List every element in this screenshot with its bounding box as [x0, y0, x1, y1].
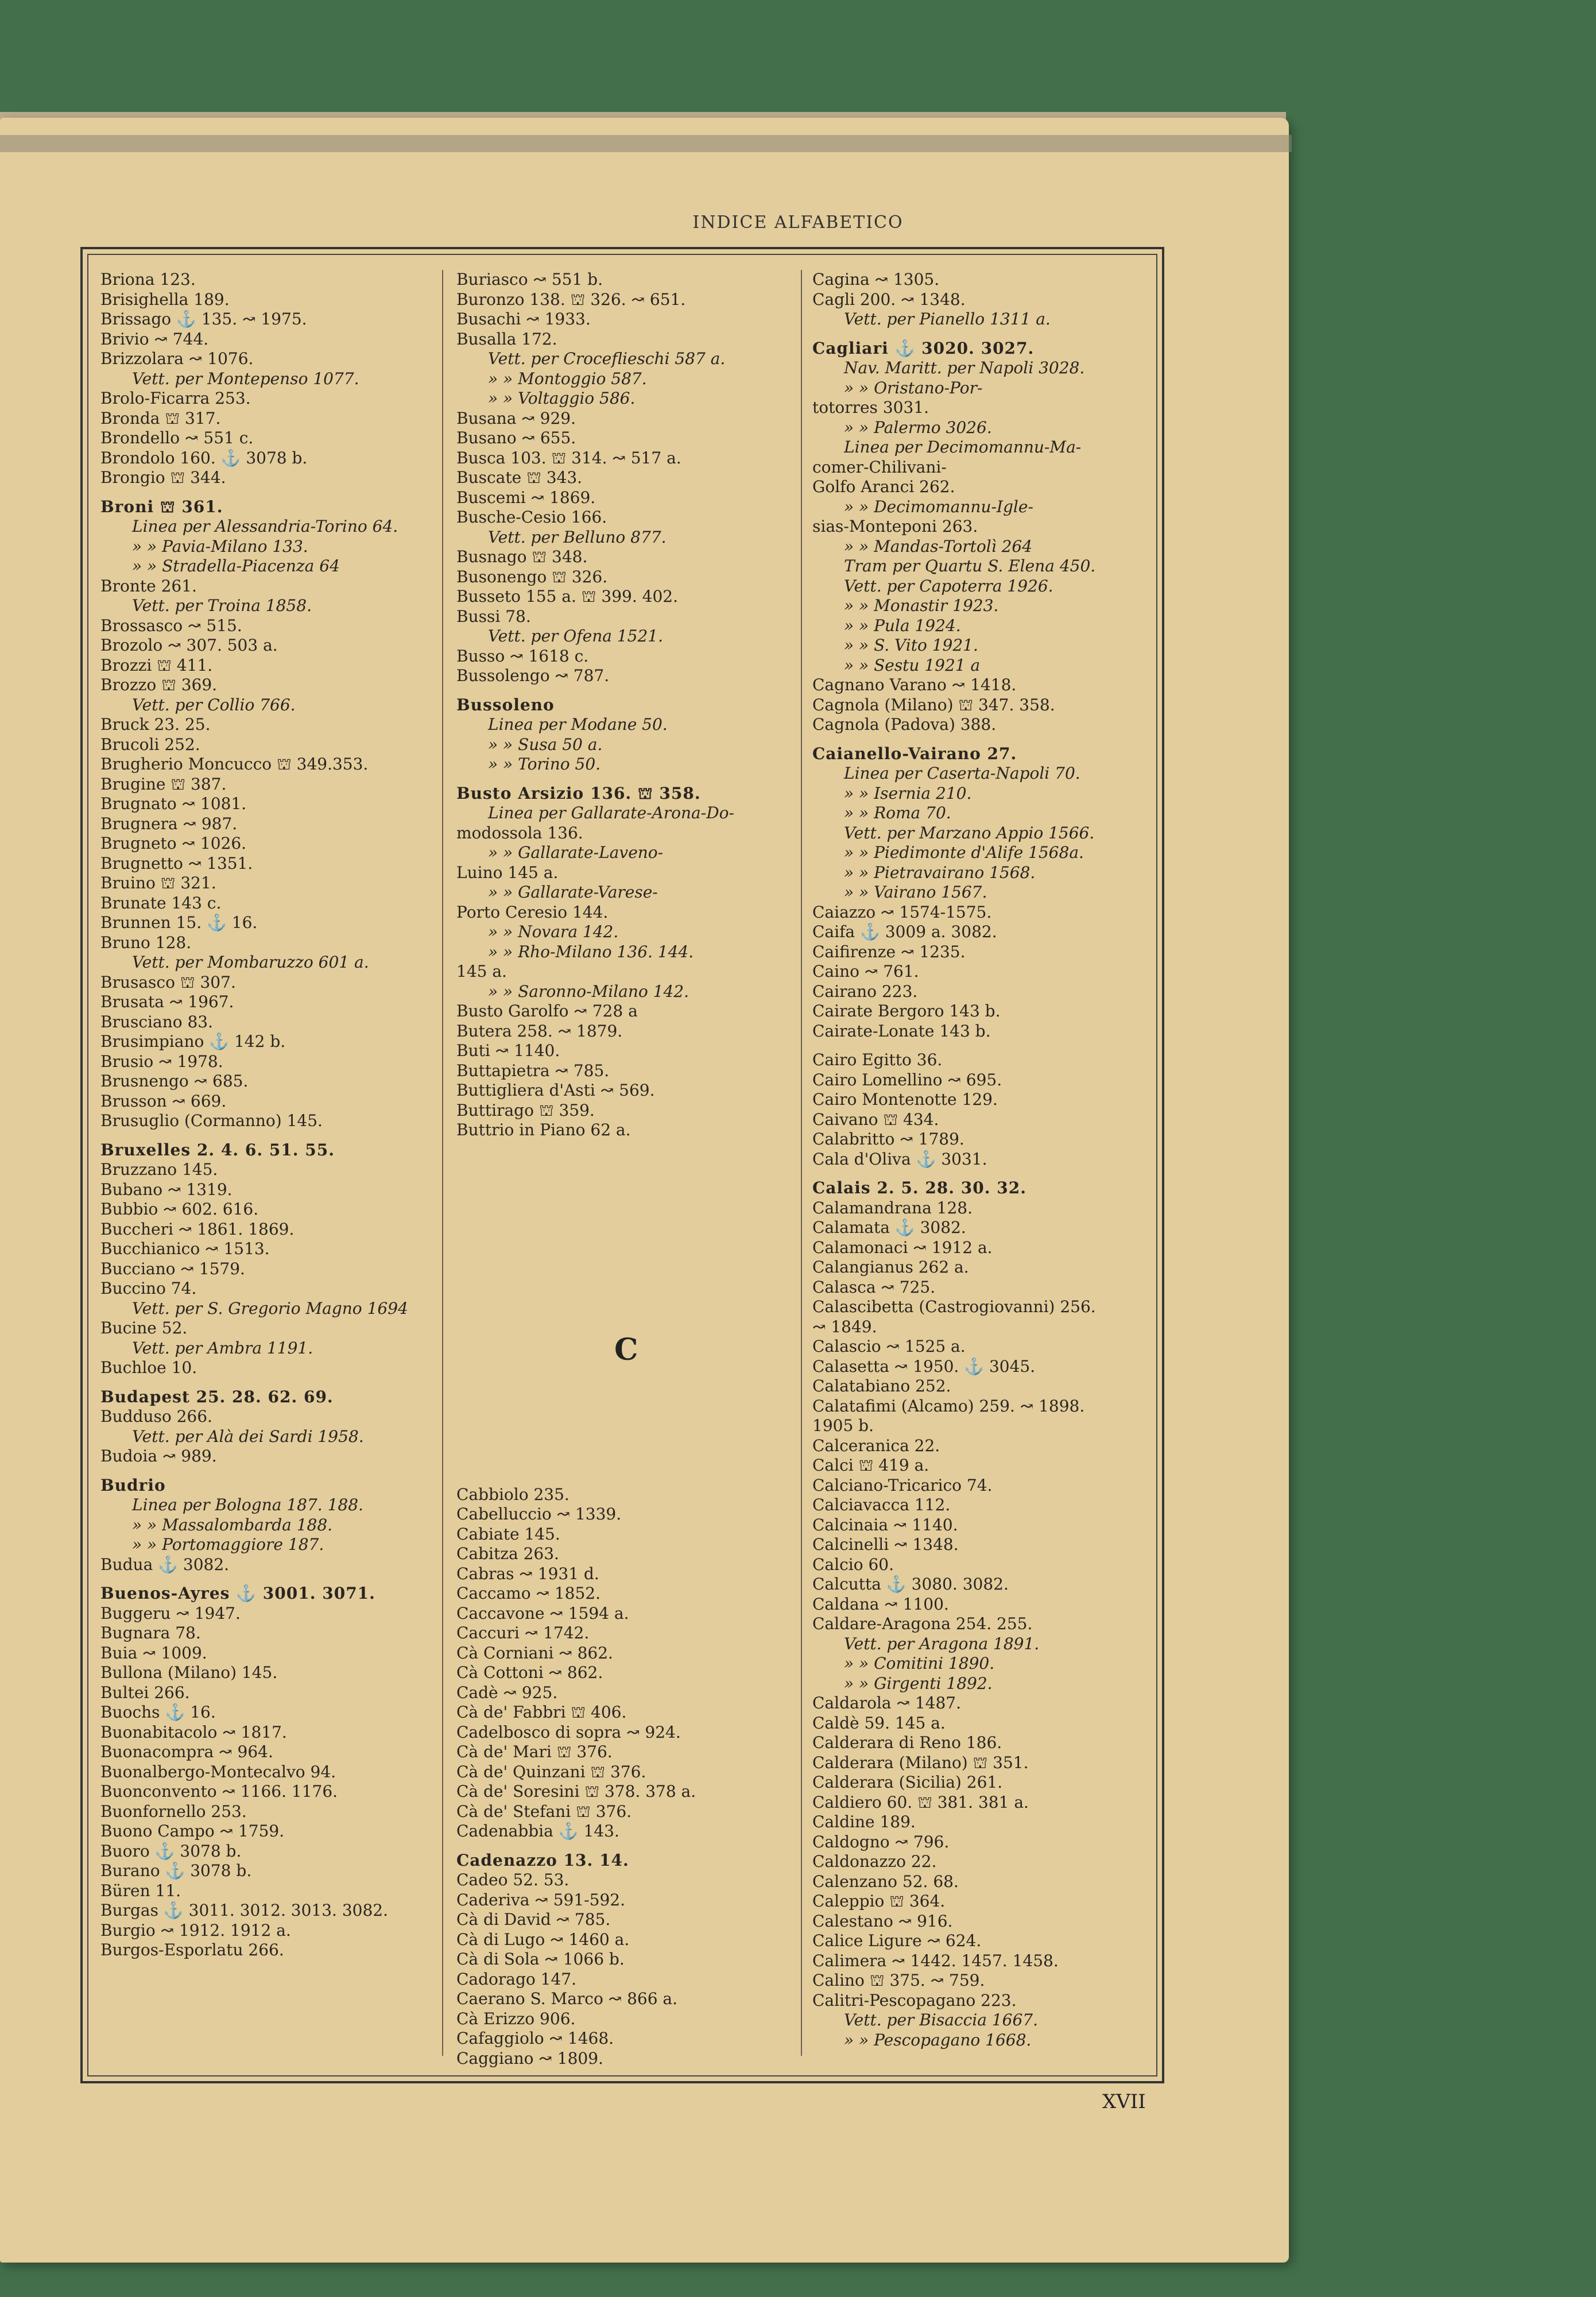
- index-entry: Caccamo ↝ 1852.: [456, 1584, 601, 1603]
- index-entry: Brongio ⛫ 344.: [100, 468, 226, 487]
- index-entry: comer-Chilivani-: [812, 457, 947, 477]
- index-entry: Brissago ⚓ 135. ↝ 1975.: [100, 310, 307, 328]
- index-entry: Brozzo ⛫ 369.: [100, 675, 218, 694]
- index-entry: Calangianus 262 a.: [812, 1258, 969, 1277]
- index-entry: Brusasco ⛫ 307.: [100, 972, 236, 992]
- index-entry: Brucoli 252.: [100, 734, 200, 754]
- index-entry: Brolo-Ficarra 253.: [100, 389, 251, 408]
- index-entry: » » Vairano 1567.: [844, 883, 987, 902]
- index-entry: Bucine 52.: [100, 1318, 188, 1337]
- index-entry: Busnago ⛫ 348.: [456, 547, 588, 566]
- index-entry: Cadeo 52. 53.: [456, 1870, 570, 1889]
- index-entry: Cairo Egitto 36.: [812, 1050, 943, 1069]
- index-entry: Buonconvento ↝ 1166. 1176.: [100, 1782, 338, 1801]
- index-entry: Buscate ⛫ 343.: [456, 468, 583, 487]
- index-entry: Bussoleno: [456, 695, 555, 714]
- index-entry: Buttrio in Piano 62 a.: [456, 1120, 631, 1139]
- index-entry: Calciavacca 112.: [812, 1495, 951, 1514]
- index-entry: [812, 330, 1157, 339]
- index-entry: Bullona (Milano) 145.: [100, 1663, 278, 1682]
- index-entry: Calceranica 22.: [812, 1436, 940, 1455]
- index-entry: Vett. per Croceflieschi 587 a.: [488, 349, 726, 368]
- index-entry: Calcutta ⚓ 3080. 3082.: [812, 1575, 1009, 1594]
- index-entry: totorres 3031.: [812, 398, 929, 417]
- index-entry: Cadorago 147.: [456, 1969, 577, 1989]
- index-entry: Buchloe 10.: [100, 1358, 197, 1377]
- index-entry: Buttirago ⛫ 359.: [456, 1100, 595, 1120]
- index-entry: [100, 1575, 445, 1584]
- index-entry: Cabbiolo 235.: [456, 1484, 570, 1504]
- index-entry: Vett. per Collio 766.: [132, 695, 296, 714]
- index-entry: Vett. per Aragona 1891.: [844, 1634, 1040, 1653]
- index-entry: » » Susa 50 a.: [488, 734, 603, 754]
- page-edge-fold: [0, 135, 1292, 152]
- index-entry: Calasetta ↝ 1950. ⚓ 3045.: [812, 1356, 1036, 1376]
- index-entry: Linea per Bologna 187. 188.: [132, 1495, 363, 1514]
- index-entry: Cadelbosco di sopra ↝ 924.: [456, 1722, 681, 1742]
- index-entry: Vett. per Bisaccia 1667.: [844, 2010, 1038, 2029]
- index-entry: » » Piedimonte d'Alife 1568a.: [844, 843, 1084, 862]
- index-column-2: [456, 270, 801, 2068]
- index-entry: Caleppio ⛫ 364.: [812, 1892, 946, 1911]
- index-entry: Buccino 74.: [100, 1279, 197, 1298]
- index-entry: Cabras ↝ 1931 d.: [456, 1564, 599, 1583]
- index-entry: » » Voltaggio 586.: [488, 389, 636, 408]
- index-entry: » » Isernia 210.: [844, 783, 972, 803]
- index-entry: Bruck 23. 25.: [100, 715, 211, 734]
- index-entry: Cairo Montenotte 129.: [812, 1090, 998, 1109]
- index-entry: Bruino ⛫ 321.: [100, 873, 216, 892]
- index-entry: Caderiva ↝ 591-592.: [456, 1890, 625, 1909]
- index-entry: sias-Monteponi 263.: [812, 517, 978, 536]
- index-entry: ↝ 1849.: [812, 1317, 877, 1336]
- index-entry: Caino ↝ 761.: [812, 962, 919, 981]
- index-entry: Caerano S. Marco ↝ 866 a.: [456, 1989, 678, 2008]
- index-entry: Brugine ⛫ 387.: [100, 774, 227, 794]
- index-entry: Burgio ↝ 1912. 1912 a.: [100, 1920, 291, 1940]
- index-entry: Caivano ⛫ 434.: [812, 1109, 939, 1129]
- index-entry: Calice Ligure ↝ 624.: [812, 1931, 982, 1950]
- index-entry: Brusimpiano ⚓ 142 b.: [100, 1032, 286, 1051]
- index-entry: Busche-Cesio 166.: [456, 508, 607, 527]
- index-entry: Calciano-Tricarico 74.: [812, 1475, 993, 1495]
- index-entry: Buttapietra ↝ 785.: [456, 1061, 610, 1080]
- index-entry: Brondolo 160. ⚓ 3078 b.: [100, 448, 308, 467]
- column-divider: [801, 270, 802, 2056]
- index-entry: » » Mandas-Tortolì 264: [844, 536, 1033, 556]
- index-entry: Cà Corniani ↝ 862.: [456, 1643, 613, 1662]
- index-entry: [100, 1131, 445, 1140]
- index-entry: Caggiano ↝ 1809.: [456, 2048, 603, 2068]
- index-entry: Brusio ↝ 1978.: [100, 1051, 223, 1071]
- index-entry: Linea per Gallarate-Arona-Do-: [488, 803, 734, 822]
- index-entry: Brugherio Moncucco ⛫ 349.353.: [100, 755, 369, 774]
- index-entry: Vett. per Belluno 877.: [488, 527, 667, 547]
- index-entry: Caldine 189.: [812, 1812, 916, 1831]
- index-entry: Vett. per Capoterra 1926.: [844, 576, 1053, 595]
- index-entry: Cagliari ⚓ 3020. 3027.: [812, 338, 1035, 358]
- index-entry: » » Saronno-Milano 142.: [488, 981, 689, 1001]
- index-entry: Buonabitacolo ↝ 1817.: [100, 1722, 287, 1742]
- index-entry: [100, 1378, 445, 1387]
- index-entry: Brivio ↝ 744.: [100, 329, 209, 349]
- index-entry: Budoia ↝ 989.: [100, 1447, 217, 1465]
- index-entry: » » Portomaggiore 187.: [132, 1535, 324, 1554]
- index-entry: Calasca ↝ 725.: [812, 1277, 936, 1297]
- index-entry: Calderara (Sicilia) 261.: [812, 1773, 1003, 1792]
- index-entry: Busto Arsizio 136. ⛫ 358.: [456, 783, 701, 803]
- index-entry: Busto Garolfo ↝ 728 a: [456, 1001, 638, 1020]
- index-entry: Calcinaia ↝ 1140.: [812, 1515, 958, 1534]
- index-entry: modossola 136.: [456, 823, 583, 842]
- index-entry: Vett. per Ofena 1521.: [488, 627, 663, 645]
- index-entry: » » Pietravairano 1568.: [844, 863, 1036, 882]
- index-entry: » » Pula 1924.: [844, 616, 961, 635]
- index-entry: » » Rho-Milano 136. 144.: [488, 942, 694, 961]
- index-entry: Buccheri ↝ 1861. 1869.: [100, 1219, 295, 1239]
- index-entry: Calimera ↝ 1442. 1457. 1458.: [812, 1951, 1059, 1970]
- index-entry: Calitri-Pescopagano 223.: [812, 1990, 1017, 2010]
- index-column-1: [100, 270, 445, 1960]
- index-entry: Buronzo 138. ⛫ 326. ↝ 651.: [456, 289, 686, 309]
- index-entry: » » Decimomannu-Igle-: [844, 497, 1033, 516]
- section-letter: C: [614, 1332, 638, 1367]
- index-entry: Busca 103. ⛫ 314. ↝ 517 a.: [456, 448, 681, 467]
- index-entry: Bronda ⛫ 317.: [100, 408, 221, 428]
- index-entry: » » Massalombarda 188.: [132, 1515, 333, 1534]
- index-entry: Bussi 78.: [456, 606, 531, 626]
- index-entry: » » Pescopagano 1668.: [844, 2030, 1032, 2049]
- index-entry: Nav. Maritt. per Napoli 3028.: [844, 358, 1085, 377]
- index-entry: Bucciano ↝ 1579.: [100, 1259, 245, 1278]
- index-entry: Busana ↝ 929.: [456, 408, 576, 428]
- index-entry: Busonengo ⛫ 326.: [456, 567, 608, 586]
- index-entry: Budduso 266.: [100, 1407, 212, 1426]
- index-entry: Brusciano 83.: [100, 1012, 214, 1031]
- index-entry: Briona 123.: [100, 270, 196, 289]
- index-entry: Cà di Lugo ↝ 1460 a.: [456, 1929, 630, 1949]
- index-entry: Cabelluccio ↝ 1339.: [456, 1505, 622, 1523]
- index-entry: Brusata ↝ 1967.: [100, 992, 234, 1011]
- index-entry: Brunnen 15. ⚓ 16.: [100, 913, 258, 932]
- index-entry: Burgos-Esporlatu 266.: [100, 1940, 284, 1959]
- index-entry: Vett. per Marzano Appio 1566.: [844, 823, 1095, 842]
- index-entry: Bugnara 78.: [100, 1623, 201, 1642]
- index-entry: Vett. per Mombaruzzo 601 a.: [132, 953, 369, 972]
- index-entry: Calamandrana 128.: [812, 1198, 973, 1217]
- index-entry: Calino ⛫ 375. ↝ 759.: [812, 1971, 985, 1990]
- index-entry: Busano ↝ 655.: [456, 428, 576, 447]
- index-entry: Butera 258. ↝ 1879.: [456, 1021, 623, 1041]
- index-entry: Burano ⚓ 3078 b.: [100, 1861, 252, 1880]
- page-title: INDICE ALFABETICO: [692, 212, 904, 233]
- index-entry: Calascio ↝ 1525 a.: [812, 1337, 966, 1356]
- index-entry: Calenzano 52. 68.: [812, 1871, 959, 1891]
- index-entry: Vett. per Pianello 1311 a.: [844, 310, 1051, 328]
- index-entry: Brozzi ⛫ 411.: [100, 655, 213, 675]
- index-entry: Brozolo ↝ 307. 503 a.: [100, 636, 278, 655]
- index-entry: Caifirenze ↝ 1235.: [812, 942, 966, 961]
- index-entry: Caccavone ↝ 1594 a.: [456, 1603, 629, 1623]
- index-entry: Cà de' Soresini ⛫ 378. 378 a.: [456, 1782, 696, 1801]
- index-entry: Buggeru ↝ 1947.: [100, 1603, 241, 1623]
- index-entry: Brisighella 189.: [100, 289, 230, 309]
- index-entry: Brizzolara ↝ 1076.: [100, 349, 254, 368]
- index-entry: Cà de' Fabbri ⛫ 406.: [456, 1703, 627, 1722]
- index-entry: Caldana ↝ 1100.: [812, 1594, 949, 1614]
- index-entry: Vett. per Montepenso 1077.: [132, 369, 359, 388]
- index-entry: Vett. per Alà dei Sardi 1958.: [132, 1426, 364, 1446]
- index-entry: Buochs ⚓ 16.: [100, 1703, 216, 1722]
- index-entry: Cala d'Oliva ⚓ 3031.: [812, 1149, 987, 1169]
- index-entry: Brunate 143 c.: [100, 893, 222, 912]
- index-entry: Busalla 172.: [456, 329, 557, 349]
- index-entry: » » Stradella-Piacenza 64: [132, 556, 340, 575]
- index-entry: Calais 2. 5. 28. 30. 32.: [812, 1178, 1026, 1197]
- index-entry: Cagnano Varano ↝ 1418.: [812, 675, 1017, 694]
- index-entry: Buonacompra ↝ 964.: [100, 1742, 273, 1761]
- index-entry: Cadè ↝ 925.: [456, 1683, 558, 1702]
- index-entry: Linea per Modane 50.: [488, 715, 668, 734]
- index-entry: Brossasco ↝ 515.: [100, 616, 242, 635]
- index-entry: Cà di Sola ↝ 1066 b.: [456, 1950, 625, 1969]
- index-entry: » » Novara 142.: [488, 922, 619, 941]
- index-entry: Caldiero 60. ⛫ 381. 381 a.: [812, 1792, 1029, 1812]
- index-entry: Busseto 155 a. ⛫ 399. 402.: [456, 587, 678, 606]
- index-entry: Linea per Caserta-Napoli 70.: [844, 764, 1080, 783]
- index-entry: » » Palermo 3026.: [844, 417, 992, 437]
- index-entry: Bubano ↝ 1319.: [100, 1180, 233, 1199]
- index-entry: [812, 1169, 1157, 1178]
- index-entry: Linea per Decimomannu-Ma-: [844, 438, 1082, 457]
- index-entry: Calascibetta (Castrogiovanni) 256.: [812, 1297, 1096, 1316]
- index-column-3: [812, 270, 1157, 2050]
- index-entry: Burgas ⚓ 3011. 3012. 3013. 3082.: [100, 1901, 388, 1920]
- index-entry: Calestano ↝ 916.: [812, 1911, 953, 1931]
- index-entry: Calabritto ↝ 1789.: [812, 1130, 964, 1148]
- page-number: XVII: [1102, 2090, 1146, 2113]
- index-entry: » » Sestu 1921 a: [844, 655, 981, 675]
- index-entry: Büren 11.: [100, 1881, 181, 1900]
- index-entry: [456, 1842, 801, 1851]
- index-entry: Buonalbergo-Montecalvo 94.: [100, 1762, 336, 1781]
- index-entry: Caianello-Vairano 27.: [812, 744, 1017, 763]
- index-entry: » » Gallarate-Laveno-: [488, 843, 664, 862]
- index-entry: Calcinelli ↝ 1348.: [812, 1535, 959, 1554]
- index-entry: Bubbio ↝ 602. 616.: [100, 1200, 259, 1219]
- index-entry: Calatabiano 252.: [812, 1376, 951, 1395]
- index-entry: Brusuglio (Cormanno) 145.: [100, 1111, 323, 1130]
- index-entry: Brugnetto ↝ 1351.: [100, 853, 253, 873]
- index-entry: Cà de' Mari ⛫ 376.: [456, 1742, 613, 1761]
- index-entry: Buscemi ↝ 1869.: [456, 488, 596, 507]
- index-entry: Cagnola (Padova) 388.: [812, 715, 997, 734]
- index-entry: Budapest 25. 28. 62. 69.: [100, 1387, 334, 1406]
- index-entry: Buono Campo ↝ 1759.: [100, 1822, 285, 1840]
- index-entry: Cafaggiolo ↝ 1468.: [456, 2029, 614, 2048]
- index-entry: Cadenazzo 13. 14.: [456, 1850, 629, 1870]
- index-entry: Cà Cottoni ↝ 862.: [456, 1663, 603, 1682]
- index-entry: [812, 735, 1157, 744]
- index-entry: Bronte 261.: [100, 576, 197, 595]
- index-entry: Vett. per Troina 1858.: [132, 596, 312, 615]
- index-entry: Caldonazzo 22.: [812, 1852, 937, 1871]
- index-entry: Caldarola ↝ 1487.: [812, 1693, 961, 1712]
- index-entry: Caldè 59. 145 a.: [812, 1713, 946, 1733]
- index-entry: » » Gallarate-Varese-: [488, 883, 658, 902]
- index-entry: Luino 145 a.: [456, 863, 559, 882]
- index-entry: Cabitza 263.: [456, 1544, 559, 1563]
- index-entry: Linea per Alessandria-Torino 64.: [132, 517, 398, 536]
- index-entry: Buoro ⚓ 3078 b.: [100, 1841, 242, 1861]
- index-entry: » » Pavia-Milano 133.: [132, 536, 308, 556]
- index-entry: Cabiate 145.: [456, 1524, 560, 1544]
- index-entry: [100, 1467, 445, 1476]
- index-entry: » » Girgenti 1892.: [844, 1673, 993, 1693]
- index-entry: Brondello ↝ 551 c.: [100, 428, 254, 447]
- index-entry: [456, 686, 801, 695]
- index-entry: [812, 1041, 1157, 1050]
- index-entry: Brugneto ↝ 1026.: [100, 834, 247, 853]
- index-entry: Bruzzano 145.: [100, 1160, 218, 1179]
- index-entry: [100, 488, 445, 497]
- index-entry: Cà Erizzo 906.: [456, 2009, 576, 2028]
- index-entry: Caifa ⚓ 3009 a. 3082.: [812, 922, 997, 941]
- index-entry: Cagina ↝ 1305.: [812, 270, 940, 289]
- index-entry: Cairano 223.: [812, 981, 918, 1001]
- index-entry: Vett. per S. Gregorio Magno 1694: [132, 1298, 408, 1318]
- index-entry: Bultei 266.: [100, 1683, 190, 1702]
- index-entry: » » Oristano-Por-: [844, 378, 983, 397]
- index-entry: Caiazzo ↝ 1574-1575.: [812, 902, 992, 922]
- index-entry: » » S. Vito 1921.: [844, 636, 978, 655]
- index-entry: Cairo Lomellino ↝ 695.: [812, 1070, 1002, 1089]
- index-entry: Brusson ↝ 669.: [100, 1091, 227, 1111]
- index-entry: Porto Ceresio 144.: [456, 902, 609, 922]
- index-entry: » » Torino 50.: [488, 755, 601, 774]
- index-entry: Calamonaci ↝ 1912 a.: [812, 1238, 993, 1257]
- index-entry: Budrio: [100, 1475, 166, 1495]
- index-entry: Cagli 200. ↝ 1348.: [812, 289, 966, 309]
- index-entry: Bucchianico ↝ 1513.: [100, 1239, 270, 1258]
- index-entry: Tram per Quartu S. Elena 450.: [844, 556, 1096, 575]
- index-entry: Bussolengo ↝ 787.: [456, 666, 610, 685]
- index-entry: Caccuri ↝ 1742.: [456, 1623, 590, 1642]
- index-entry: [456, 775, 801, 784]
- index-entry: Buenos-Ayres ⚓ 3001. 3071.: [100, 1584, 375, 1603]
- index-entry: » » Roma 70.: [844, 803, 951, 822]
- index-entry: Cagnola (Milano) ⛫ 347. 358.: [812, 695, 1055, 714]
- index-entry: Caldare-Aragona 254. 255.: [812, 1614, 1033, 1633]
- index-entry: » » Monastir 1923.: [844, 596, 999, 615]
- index-entry: Calci ⛫ 419 a.: [812, 1456, 929, 1475]
- index-entry: Budua ⚓ 3082.: [100, 1554, 230, 1574]
- index-entry: Busso ↝ 1618 c.: [456, 646, 589, 666]
- index-entry: Calderara di Reno 186.: [812, 1733, 1002, 1752]
- index-entry: Calcio 60.: [812, 1554, 894, 1574]
- index-entry: Cairate Bergoro 143 b.: [812, 1001, 1001, 1020]
- index-entry: Calatafimi (Alcamo) 259. ↝ 1898.: [812, 1396, 1085, 1416]
- index-entry: Cairate-Lonate 143 b.: [812, 1021, 991, 1041]
- index-entry: Buttigliera d'Asti ↝ 569.: [456, 1081, 655, 1100]
- index-entry: Bruxelles 2. 4. 6. 51. 55.: [100, 1140, 335, 1159]
- index-entry: Cà di David ↝ 785.: [456, 1910, 611, 1929]
- index-entry: Golfo Aranci 262.: [812, 477, 955, 496]
- index-entry: Busachi ↝ 1933.: [456, 310, 591, 328]
- index-entry: Vett. per Ambra 1191.: [132, 1338, 313, 1358]
- index-entry: Brugnato ↝ 1081.: [100, 794, 247, 813]
- index-entry: Calamata ⚓ 3082.: [812, 1218, 966, 1237]
- index-entry: Brusnengo ↝ 685.: [100, 1072, 249, 1091]
- index-entry: Bruno 128.: [100, 933, 192, 952]
- index-entry: Buti ↝ 1140.: [456, 1041, 560, 1060]
- index-entry: 145 a.: [456, 962, 507, 981]
- index-entry: Cadenabbia ⚓ 143.: [456, 1822, 619, 1840]
- index-entry: Cà de' Quinzani ⛫ 376.: [456, 1762, 646, 1781]
- index-entry: Buonfornello 253.: [100, 1801, 247, 1821]
- index-entry: Buia ↝ 1009.: [100, 1643, 207, 1662]
- index-entry: » » Comitini 1890.: [844, 1654, 995, 1673]
- index-entry: Broni ⛫ 361.: [100, 497, 223, 516]
- index-entry: 1905 b.: [812, 1416, 874, 1435]
- index-entry: Calderara (Milano) ⛫ 351.: [812, 1753, 1029, 1772]
- index-entry: » » Montoggio 587.: [488, 369, 647, 388]
- index-entry: Buriasco ↝ 551 b.: [456, 270, 603, 289]
- index-entry: Cà de' Stefani ⛫ 376.: [456, 1801, 632, 1821]
- index-entry: Brugnera ↝ 987.: [100, 814, 238, 833]
- index-entry: Caldogno ↝ 796.: [812, 1832, 950, 1851]
